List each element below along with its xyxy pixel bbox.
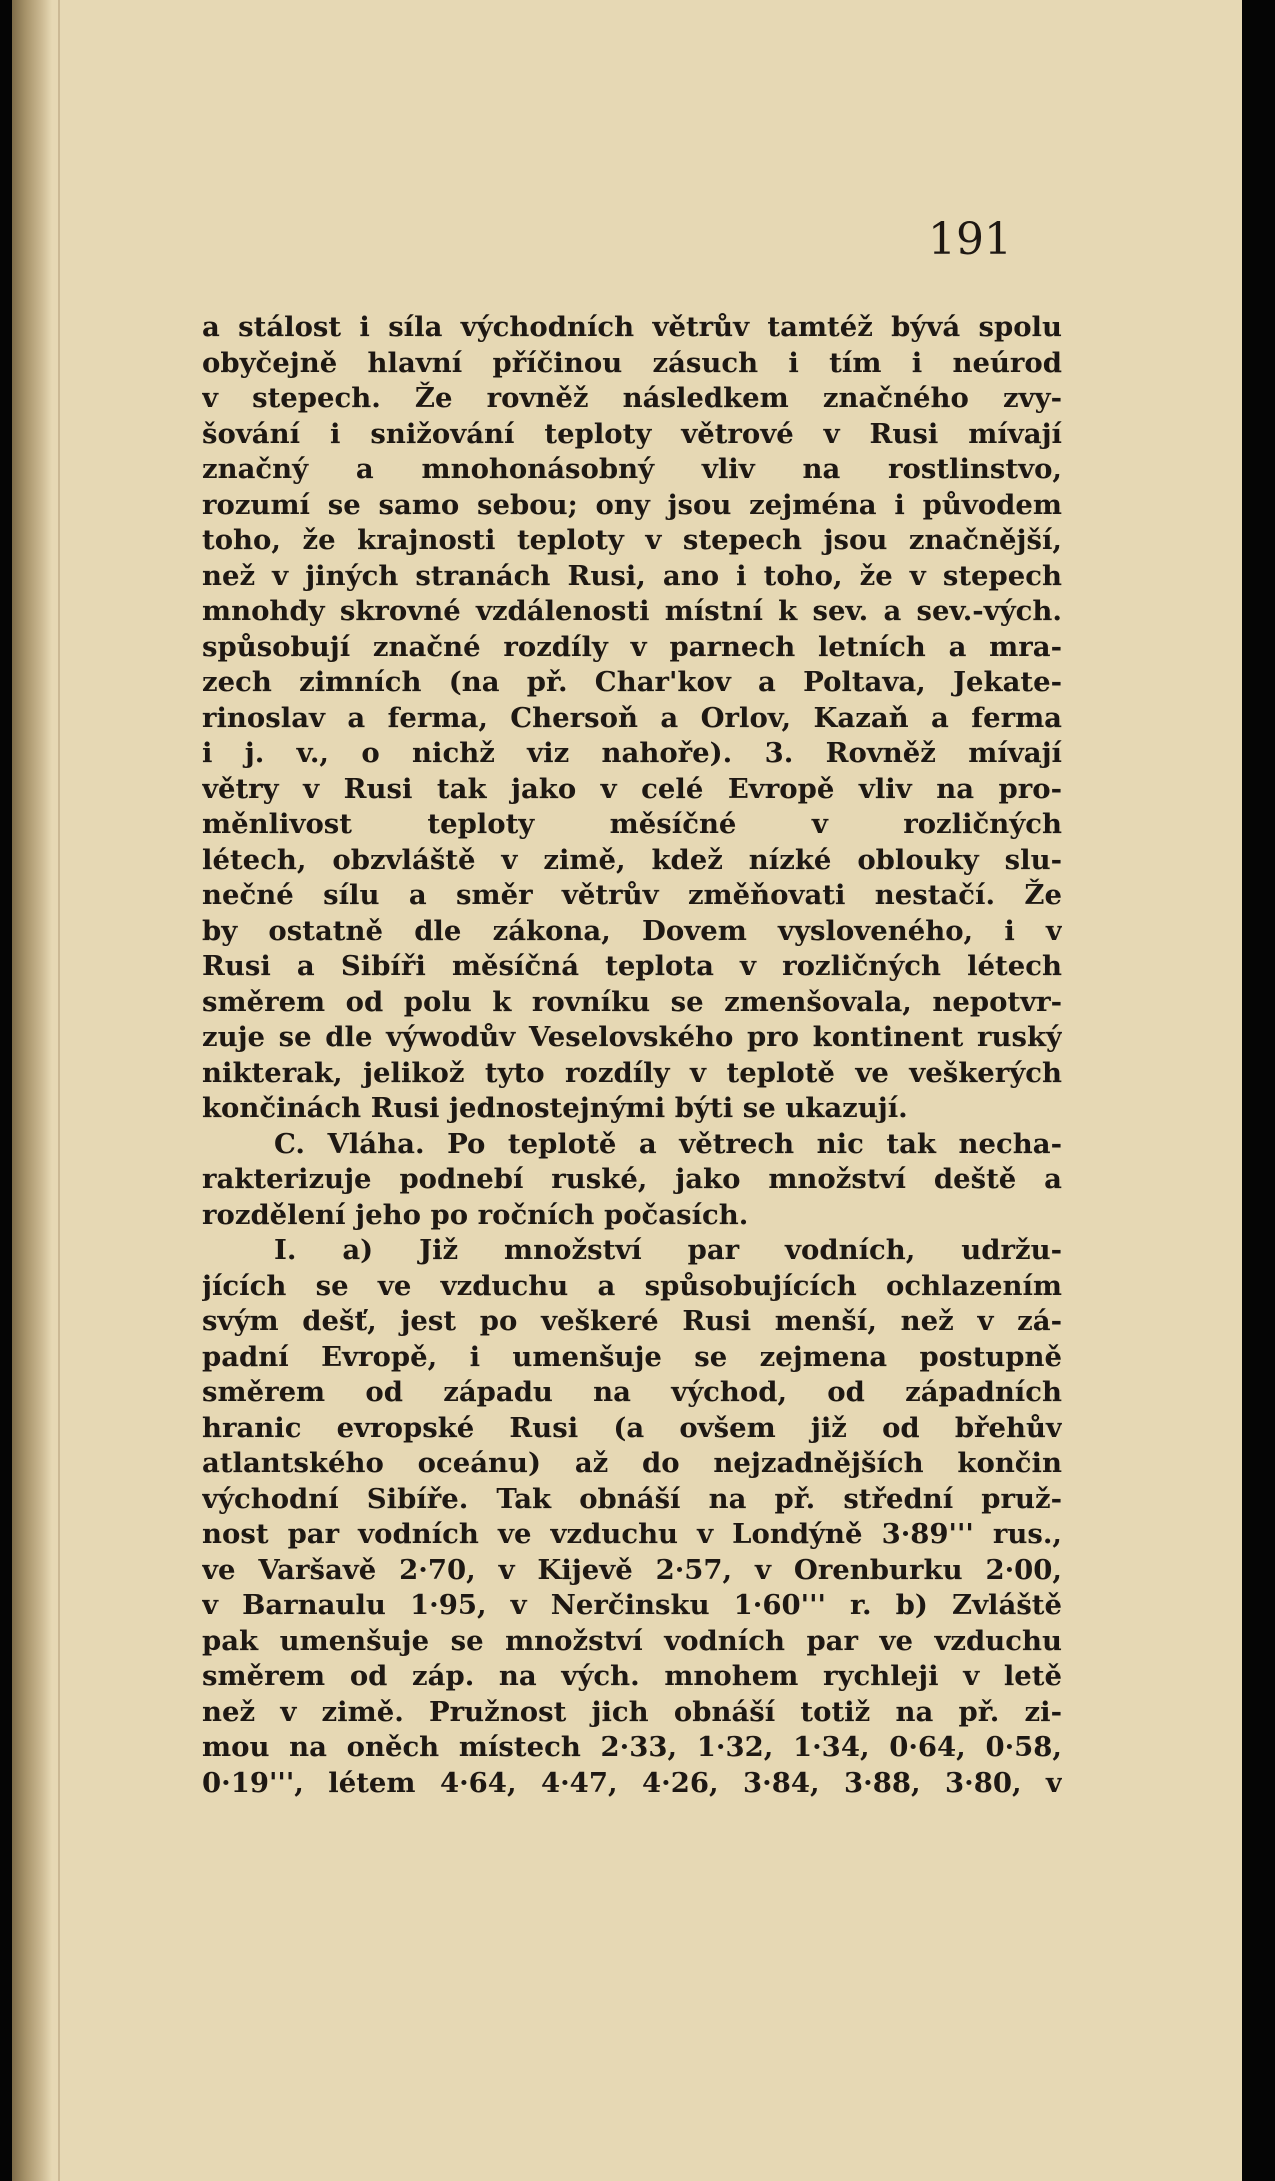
- text-line: značný a mnohonásobný vliv na rostlinstvo,: [202, 453, 1062, 485]
- text-line: zuje se dle výwodův Veselovského pro kontinent ruský: [202, 1021, 1062, 1053]
- text-line: větry v Rusi tak jako v celé Evropě vliv na pro-: [202, 772, 1062, 805]
- binding-edge: [58, 0, 60, 2181]
- text-line: zech zimních (na př. Char'kov a Poltava, Jekate-: [202, 666, 1062, 698]
- text-line: končinách Rusi jednostejnými býti se ukazují.: [202, 1092, 908, 1124]
- text-line: ve Varšavě 2·70, v Kijevě 2·57, v Orenburku 2·00,: [202, 1553, 1062, 1586]
- text-line: východní Sibíře. Tak obnáší na př. střední pruž-: [202, 1482, 1062, 1515]
- text-line: nečné sílu a směr větrův změňovati nestačí. Že: [202, 879, 1062, 911]
- text-line: směrem od polu k rovníku se zmenšovala, nepotvr-: [202, 985, 1062, 1018]
- text-line: Rusi a Sibíři měsíčná teplota v rozličných létech: [202, 950, 1062, 982]
- text-line: hranic evropské Rusi (a ovšem již od břehův: [202, 1411, 1062, 1444]
- text-line: směrem od západu na východ, od západních: [202, 1376, 1062, 1408]
- text-line: než v jiných stranách Rusi, ano i toho, že v stepech: [202, 559, 1062, 592]
- text-line: v Barnaulu 1·95, v Nerčinsku 1·60''' r. b) Zvláště: [202, 1589, 1062, 1621]
- text-line: atlantského oceánu) až do nejzadnějších končin: [202, 1447, 1062, 1479]
- text-line: spůsobují značné rozdíly v parnech letních a mra-: [202, 630, 1062, 663]
- text-line: rozdělení jeho po ročních počasích.: [202, 1198, 749, 1231]
- text-line: rakterizuje podnebí ruské, jako množství deště a: [202, 1163, 1062, 1195]
- text-line: měnlivost teploty měsíčné v rozličných: [202, 808, 1062, 840]
- text-line: a stálost i síla východních větrův tamtéž bývá spolu: [202, 311, 1062, 343]
- text-line: mou na oněch místech 2·33, 1·32, 1·34, 0·64, 0·58,: [202, 1731, 1062, 1763]
- text-line: než v zimě. Pružnost jich obnáší totiž na př. zi-: [202, 1695, 1062, 1728]
- page-number: 191: [928, 214, 1012, 265]
- text-line: by ostatně dle zákona, Dovem vysloveného, i v: [202, 914, 1062, 947]
- text-line: toho, že krajnosti teploty v stepech jsou značnější,: [202, 524, 1062, 556]
- text-line: 0·19''', létem 4·64, 4·47, 4·26, 3·84, 3·88, 3·80, v: [202, 1766, 1062, 1799]
- text-line: rinoslav a ferma, Chersoň a Orlov, Kazaň a ferma: [202, 701, 1062, 734]
- body-text: [202, 310, 1062, 1801]
- section-heading-line: C. Vláha. Po teplotě a větrech nic tak necha-: [274, 1127, 1062, 1160]
- text-line: nikterak, jelikož tyto rozdíly v teplotě ve veškerých: [202, 1056, 1062, 1089]
- text-line: jících se ve vzduchu a spůsobujících ochlazením: [202, 1269, 1062, 1302]
- text-line: šování i snižování teploty větrové v Rusi mívají: [202, 417, 1062, 450]
- text-line: rozumí se samo sebou; ony jsou zejména i původem: [202, 488, 1062, 521]
- text-line: svým dešť, jest po veškeré Rusi menší, než v zá-: [202, 1305, 1062, 1337]
- text-line: i j. v., o nichž viz nahoře). 3. Rovněž mívají: [202, 737, 1062, 769]
- page-gutter-shadow: [12, 0, 52, 2181]
- text-line: nost par vodních ve vzduchu v Londýně 3·89''' rus.,: [202, 1518, 1062, 1550]
- text-line: v stepech. Že rovněž následkem značného zvy-: [202, 382, 1062, 414]
- book-page: [12, 0, 1242, 2181]
- text-line: mnohdy skrovné vzdálenosti místní k sev. a sev.-vých.: [202, 595, 1062, 627]
- text-line: směrem od záp. na vých. mnohem rychleji v letě: [202, 1660, 1062, 1692]
- text-line: létech, obzvláště v zimě, kdež nízké oblouky slu-: [202, 843, 1062, 876]
- text-line: pak umenšuje se množství vodních par ve vzduchu: [202, 1624, 1062, 1657]
- subsection-heading-line: I. a) Již množství par vodních, udržu-: [274, 1234, 1062, 1266]
- text-line: padní Evropě, i umenšuje se zejmena postupně: [202, 1340, 1062, 1373]
- text-line: obyčejně hlavní příčinou zásuch i tím i neúrod: [202, 346, 1062, 379]
